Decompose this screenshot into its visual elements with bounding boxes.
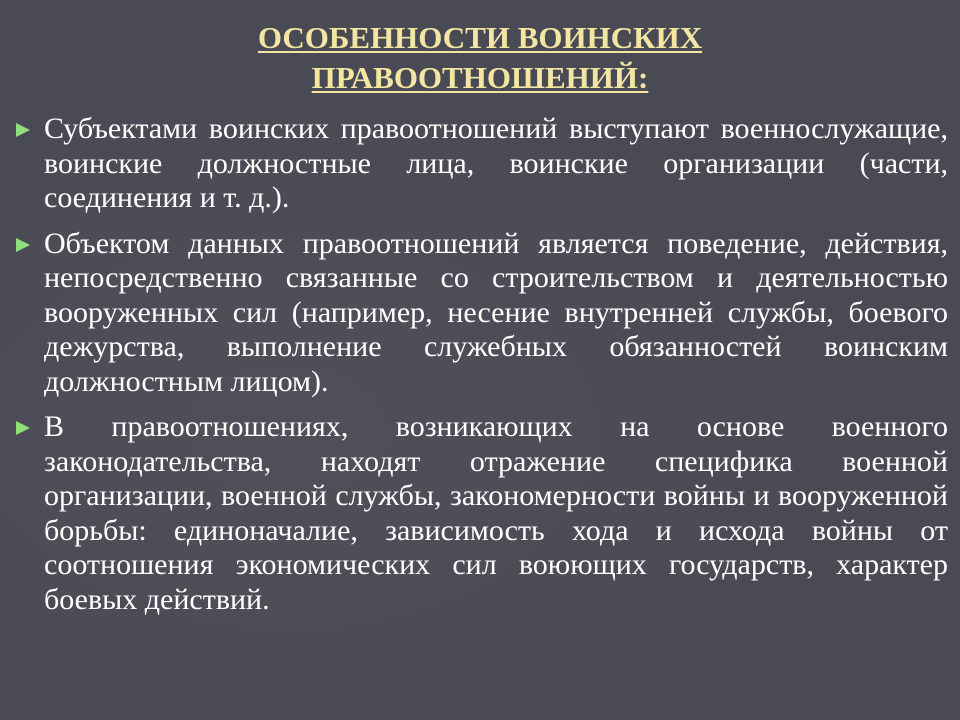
list-item [0, 410, 960, 617]
slide-title-line-1: ОСОБЕННОСТИ ВОИНСКИХ [257, 20, 703, 55]
bullet-list [0, 112, 960, 617]
slide-title [0, 18, 960, 98]
list-item [0, 227, 960, 400]
bullet-text: В правоотношениях, возникающих на основе военного законодательства, находят отражение специфика военной организации, военной службы, закономерности войны и вооруженной борьбы: единоначалие, зависимость хода и исхода войны от соотношения экономических сил воюющих государств, характер боевых действий. [44, 410, 948, 616]
list-item [0, 112, 960, 216]
triangle-right-icon [16, 238, 30, 252]
bullet-text: Субъектами воинских правоотношений выступают военнослужащие, воинские должностные лица, воинские организации (части, соединения и т. д.). [44, 112, 948, 214]
triangle-right-icon [16, 421, 30, 435]
triangle-right-icon [16, 123, 30, 137]
slide-title-line-2: ПРАВООТНОШЕНИЙ: [311, 60, 649, 95]
bullet-text: Объектом данных правоотношений является поведение, действия, непосредственно связанные со строительством и деятельностью вооруженных сил (например, несение внутренней службы, боевого дежурства, выполнение служебных обязанностей воинским должностным лицом). [44, 226, 948, 398]
